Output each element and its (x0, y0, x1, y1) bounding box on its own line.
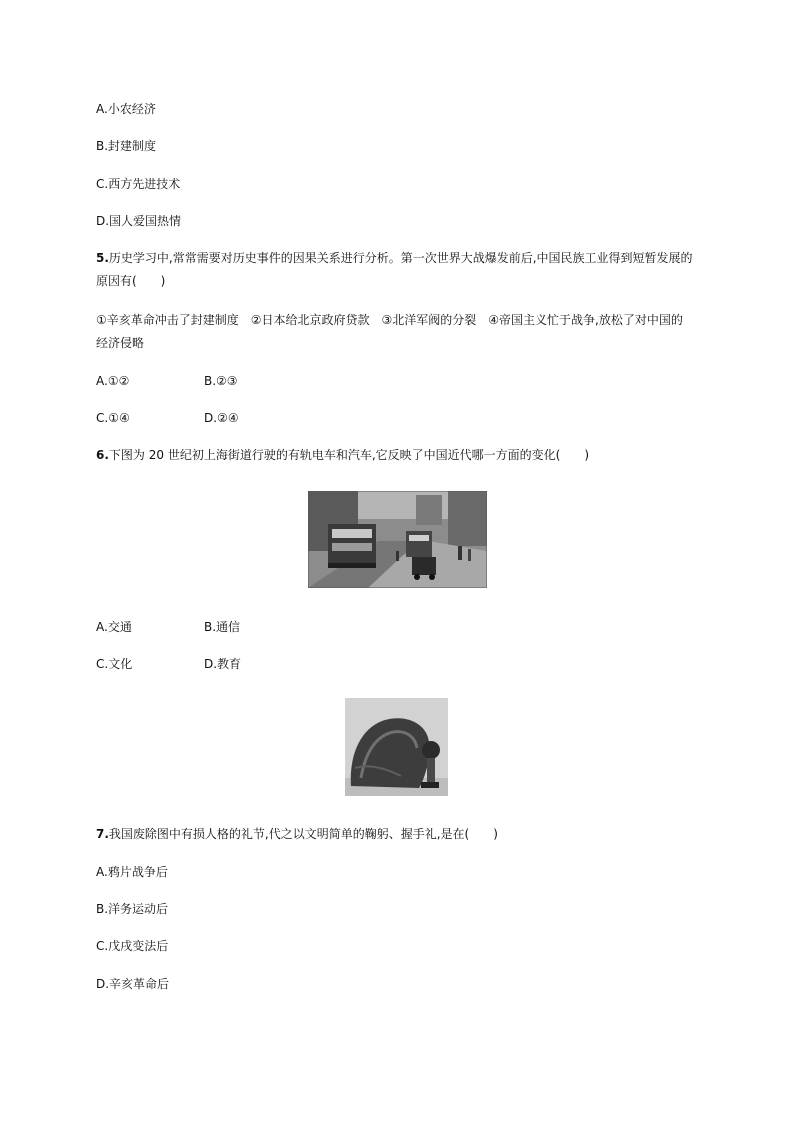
q7-option-c: C.戊戌变法后 (96, 939, 169, 953)
q5-option-a: A.①② (96, 374, 130, 388)
shanghai-street-tram-photo (308, 491, 487, 588)
q5-option-d: D.②④ (204, 411, 239, 425)
q5-stem-line1 (96, 250, 693, 266)
q6-option-a: A.交通 (96, 620, 132, 634)
kowtow-etiquette-photo (345, 698, 448, 796)
q4-option-b: B.封建制度 (96, 139, 157, 153)
q6-stem-text: 下图为 20 世纪初上海街道行驶的有轨电车和汽车,它反映了中国近代哪一方面的变化( ) (108, 448, 590, 462)
q7-stem (96, 826, 498, 842)
q6-stem (96, 447, 589, 463)
q5-items-line2: 经济侵略 (96, 336, 145, 350)
q6-option-b: B.通信 (204, 620, 241, 634)
q6-option-d: D.教育 (204, 657, 242, 671)
q7-stem-text: 我国废除图中有损人格的礼节,代之以文明简单的鞠躬、握手礼,是在( ) (108, 827, 498, 841)
q5-stem-line2: 原因有( ) (96, 274, 166, 288)
q4-option-a: A.小农经济 (96, 102, 156, 116)
q7-option-b: B.洋务运动后 (96, 902, 169, 916)
q5-items-line1: ①辛亥革命冲击了封建制度 ②日本给北京政府贷款 ③北洋军阀的分裂 ④帝国主义忙于战争,放松了对中国的 (96, 313, 683, 327)
q5-number: 5. (96, 251, 109, 265)
q7-option-a: A.鸦片战争后 (96, 865, 168, 879)
q5-option-c: C.①④ (96, 411, 130, 425)
q6-option-c: C.文化 (96, 657, 133, 671)
q7-number: 7. (96, 827, 109, 841)
q5-option-b: B.②③ (204, 374, 238, 388)
q6-number: 6. (96, 448, 109, 462)
q5-stem-text: 历史学习中,常常需要对历史事件的因果关系进行分析。第一次世界大战爆发前后,中国民族工业得到短暂发展的 (108, 251, 693, 265)
q4-option-d: D.国人爱国热情 (96, 214, 182, 228)
q7-option-d: D.辛亥革命后 (96, 977, 170, 991)
q4-option-c: C.西方先进技术 (96, 177, 181, 191)
